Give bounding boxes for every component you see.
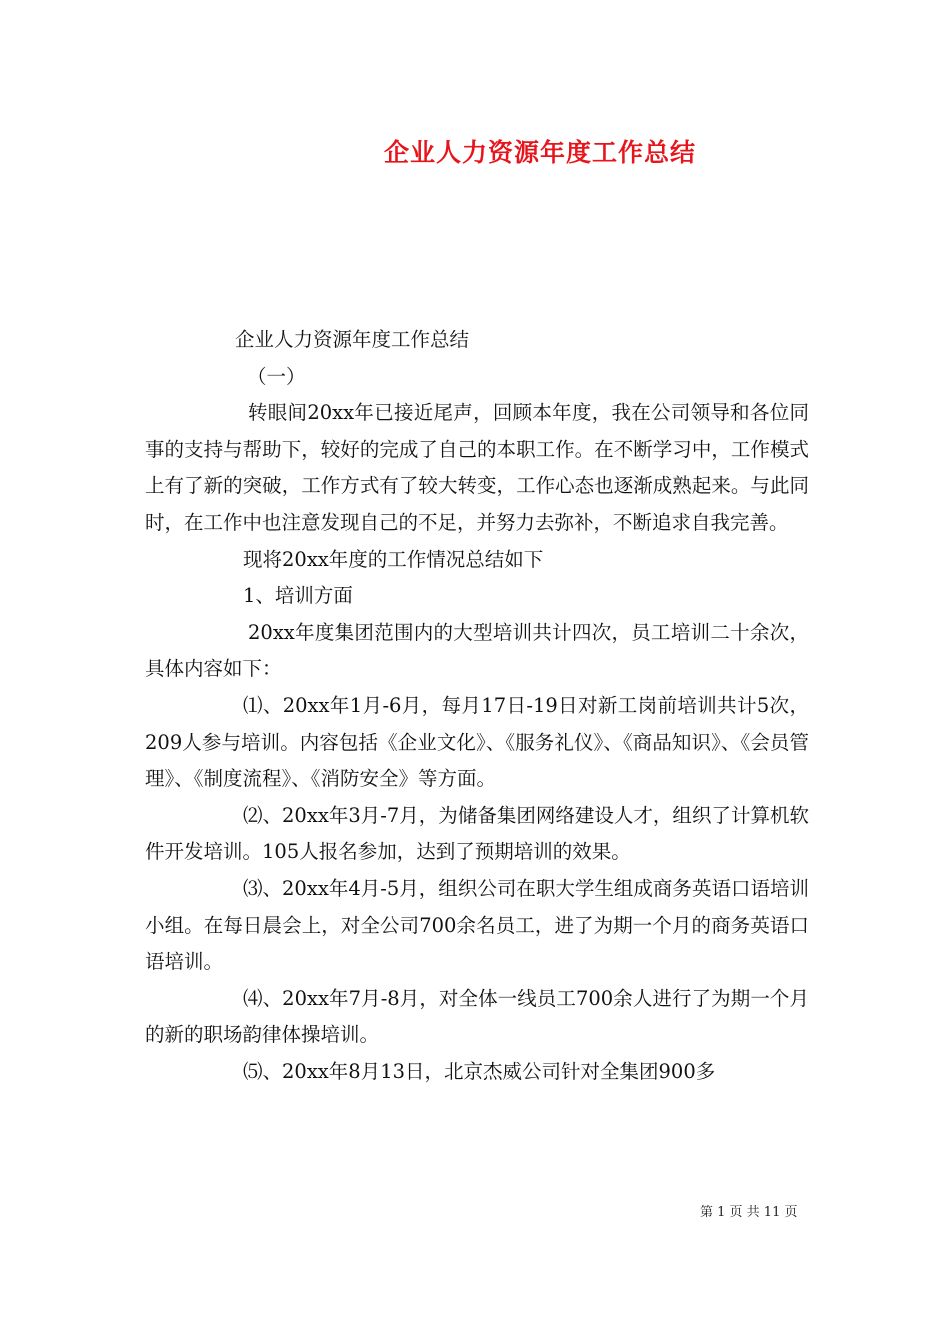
summary-lead: 现将20xx年度的工作情况总结如下 [243, 547, 544, 571]
document-title: 企业人力资源年度工作总结 [383, 138, 696, 167]
intro-paragraph: 转眼间20xx年已接近尾声，回顾本年度，我在公司领导和各位同事的支持与帮助下，较好的完成了自己的本职工作。在不断学习中，工作模式上有了新的突破，工作方式有了较大转变，工作心态也逐渐成熟起来。与此同时，在工作中也注意发现自己的不足，并努力去弥补，不断追求自我完善。 [145, 401, 809, 534]
training-item: ⑵、20xx年3月-7月，为储备集团网络建设人才，组织了计算机软件开发培训。105人报名参加，达到了预期培训的效果。 [145, 803, 809, 864]
section-label: （一） [247, 364, 306, 388]
training-overview: 20xx年度集团范围内的大型培训共计四次，员工培训二十余次，具体内容如下： [145, 620, 809, 681]
item-heading: 1、培训方面 [243, 584, 353, 608]
document-body [145, 322, 809, 1090]
page-footer: 第 1 页 共 11 页 [700, 1205, 798, 1220]
training-item: ⑴、20xx年1月-6月，每月17日-19日对新工岗前培训共计5次，209人参与培训。内容包括《企业文化》、《服务礼仪》、《商品知识》、《会员管理》、《制度流程》、《消防安全》等方面。 [145, 693, 809, 791]
training-item: ⑶、20xx年4月-5月，组织公司在职大学生组成商务英语口语培训小组。在每日晨会上，对全公司700余名员工，进了为期一个月的商务英语口语培训。 [145, 876, 809, 974]
training-item: ⑷、20xx年7月-8月，对全体一线员工700余人进行了为期一个月的新的职场韵律体操培训。 [145, 986, 809, 1047]
body-heading: 企业人力资源年度工作总结 [235, 328, 470, 351]
training-item: ⑸、20xx年8月13日，北京杰威公司针对全集团900多 [243, 1059, 716, 1083]
